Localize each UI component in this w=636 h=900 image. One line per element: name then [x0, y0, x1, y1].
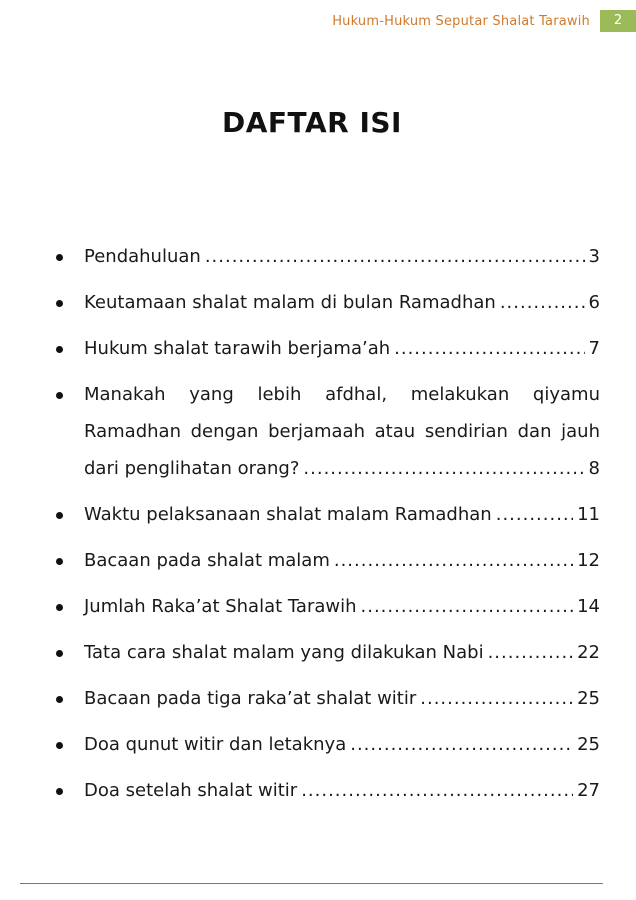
toc-page-number: 12: [577, 550, 600, 571]
toc-entry[interactable]: [0, 680, 636, 717]
toc-label: dari penglihatan orang?: [84, 458, 300, 479]
toc-label-line: Manakah yang lebih afdhal, melakukan qiyamu: [84, 384, 600, 405]
table-of-contents: [0, 238, 636, 818]
toc-page-number: 6: [588, 292, 600, 313]
toc-label: Jumlah Raka’at Shalat Tarawih: [84, 596, 357, 617]
dot-leader: [500, 284, 585, 321]
toc-label: Tata cara shalat malam yang dilakukan Nabi: [84, 642, 484, 663]
toc-line: [84, 450, 600, 487]
bullet-icon: [56, 650, 63, 657]
toc-line: [84, 238, 600, 275]
dot-leader: [303, 450, 584, 487]
toc-label-line: Ramadhan dengan berjamaah atau sendirian dan jauh: [84, 421, 600, 442]
toc-label: Hukum shalat tarawih berjama’ah: [84, 338, 391, 359]
running-header: [332, 10, 636, 32]
toc-label: Waktu pelaksanaan shalat malam Ramadhan: [84, 504, 492, 525]
toc-page-number: 22: [577, 642, 600, 663]
bullet-icon: [56, 392, 63, 399]
toc-entry[interactable]: [0, 376, 636, 487]
toc-line: [84, 680, 600, 717]
toc-line: [84, 330, 600, 367]
toc-line: [84, 772, 600, 809]
page-title: DAFTAR ISI: [222, 106, 402, 139]
toc-line: [84, 634, 600, 671]
dot-leader: [205, 238, 585, 275]
toc-line: [84, 284, 600, 321]
dot-leader: [350, 726, 573, 763]
toc-page-number: 7: [588, 338, 600, 359]
toc-label: Doa setelah shalat witir: [84, 780, 298, 801]
bullet-icon: [56, 512, 63, 519]
toc-entry[interactable]: [0, 496, 636, 533]
dot-leader: [334, 542, 573, 579]
toc-entry[interactable]: [0, 542, 636, 579]
toc-label: Doa qunut witir dan letaknya: [84, 734, 347, 755]
toc-entry[interactable]: [0, 634, 636, 671]
header-title: Hukum-Hukum Seputar Shalat Tarawih: [332, 13, 590, 29]
bullet-icon: [56, 742, 63, 749]
toc-label: Bacaan pada shalat malam: [84, 550, 330, 571]
bullet-icon: [56, 696, 63, 703]
bullet-icon: [56, 558, 63, 565]
toc-line: [84, 542, 600, 579]
toc-page-number: 14: [577, 596, 600, 617]
toc-entry[interactable]: [0, 588, 636, 625]
page-number-badge: 2: [600, 10, 636, 32]
dot-leader: [496, 496, 573, 533]
toc-page-number: 8: [588, 458, 600, 479]
dot-leader: [488, 634, 574, 671]
toc-page-number: 27: [577, 780, 600, 801]
toc-line: [84, 726, 600, 763]
toc-page-number: 11: [577, 504, 600, 525]
bullet-icon: [56, 604, 63, 611]
toc-page-number: 3: [588, 246, 600, 267]
toc-page-number: 25: [577, 734, 600, 755]
toc-entry[interactable]: [0, 772, 636, 809]
dot-leader: [361, 588, 574, 625]
toc-entry[interactable]: [0, 238, 636, 275]
bullet-icon: [56, 254, 63, 261]
toc-label: Keutamaan shalat malam di bulan Ramadhan: [84, 292, 496, 313]
footer-divider: [20, 883, 603, 884]
toc-page-number: 25: [577, 688, 600, 709]
dot-leader: [301, 772, 573, 809]
toc-entry[interactable]: [0, 330, 636, 367]
bullet-icon: [56, 346, 63, 353]
dot-leader: [420, 680, 573, 717]
toc-label: Pendahuluan: [84, 246, 201, 267]
toc-entry[interactable]: [0, 726, 636, 763]
bullet-icon: [56, 300, 63, 307]
dot-leader: [394, 330, 584, 367]
toc-label: Bacaan pada tiga raka’at shalat witir: [84, 688, 417, 709]
toc-line: [84, 496, 600, 533]
bullet-icon: [56, 788, 63, 795]
toc-line: [84, 588, 600, 625]
toc-entry[interactable]: [0, 284, 636, 321]
